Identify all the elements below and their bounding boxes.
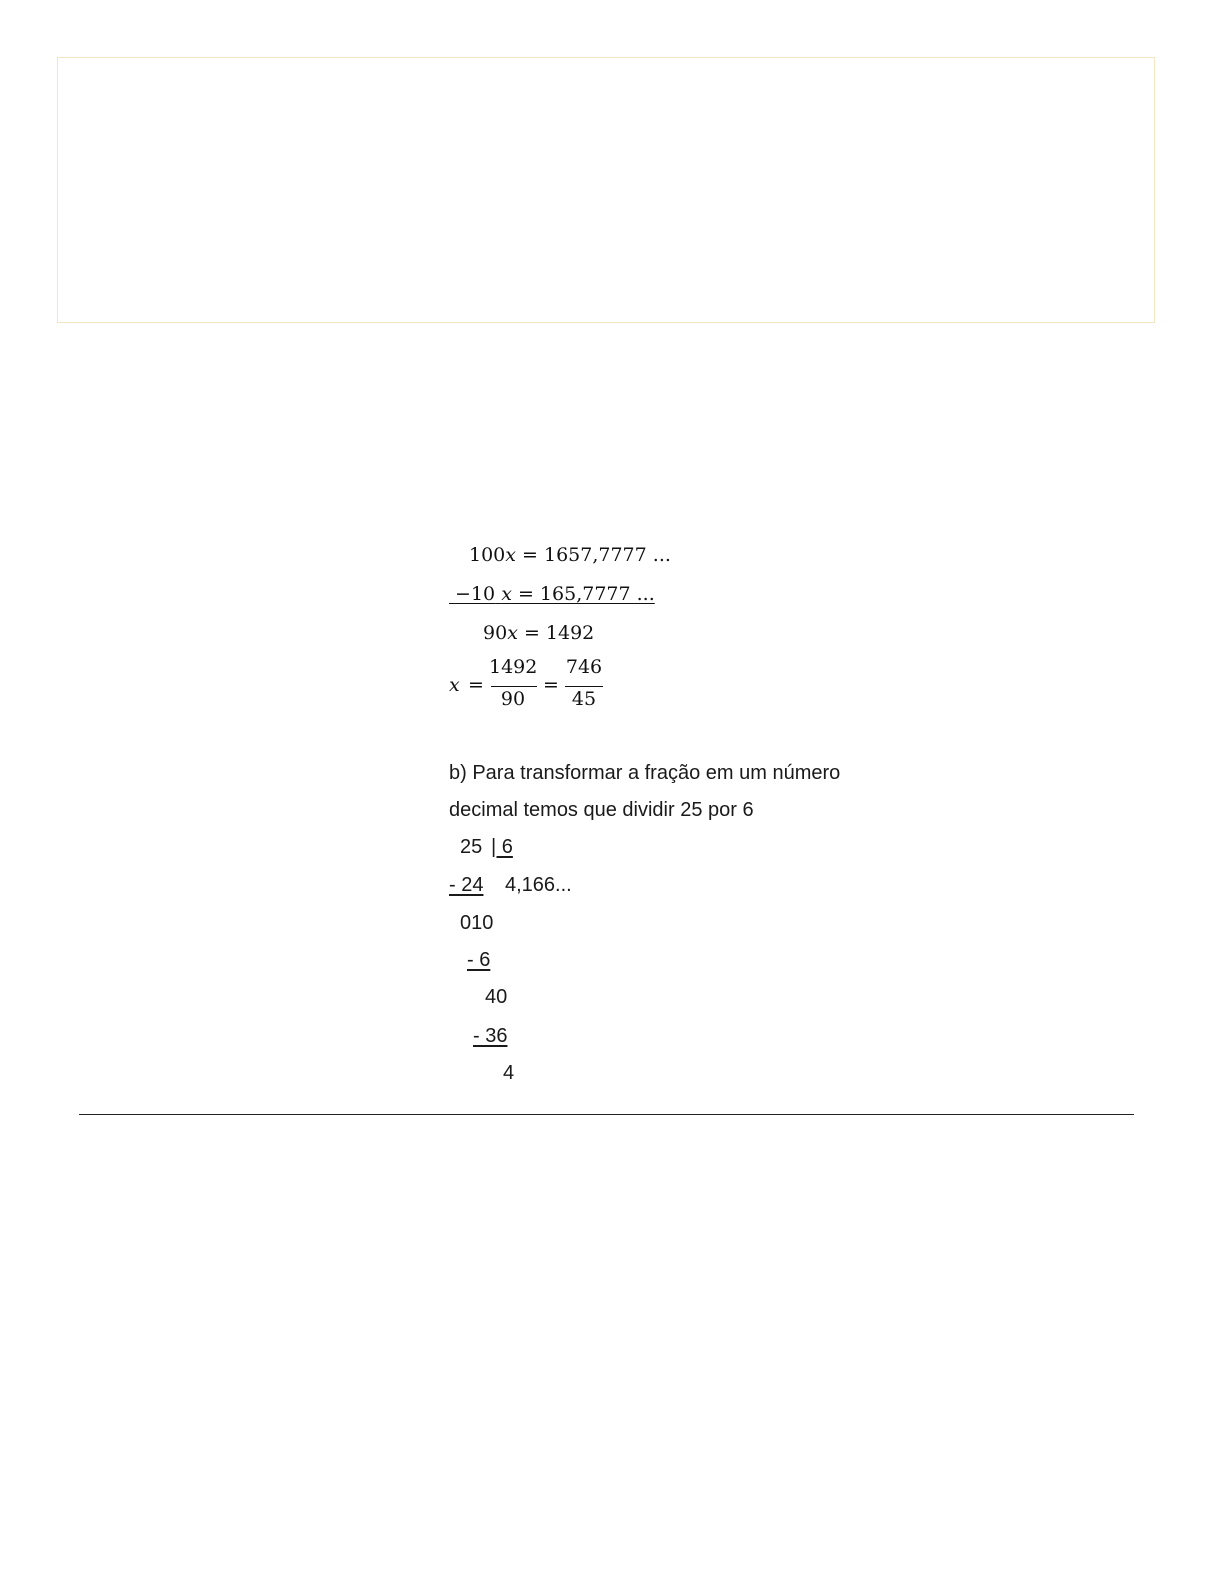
variable: x — [507, 622, 518, 644]
coef: 90 — [483, 622, 508, 644]
variable: x — [501, 583, 512, 605]
horizontal-rule — [79, 1114, 1134, 1115]
rhs: = 1657,7777 ... — [522, 544, 671, 566]
equation-line-2 — [449, 583, 655, 605]
fraction-2-numerator: 746 — [565, 656, 603, 678]
variable: x — [449, 674, 460, 696]
division-remainder-3: 4 — [503, 1062, 515, 1084]
coef: 100 — [469, 544, 506, 566]
fraction-1-bar — [491, 686, 537, 687]
division-dividend: 25 — [460, 836, 483, 858]
division-divisor: | 6 — [491, 836, 513, 858]
fraction-1-denominator: 90 — [500, 688, 526, 710]
fraction-1-numerator: 1492 — [489, 656, 538, 678]
fraction-2-denominator: 45 — [571, 688, 597, 710]
division-quotient: 4,166... — [505, 874, 572, 896]
equals-sign-2: = — [543, 674, 559, 696]
equals-sign: = — [468, 674, 484, 696]
header-box — [57, 57, 1155, 323]
division-remainder-2: 40 — [485, 986, 508, 1008]
equation-line-1 — [469, 544, 671, 566]
fraction-2-bar — [565, 686, 603, 687]
division-subtraction-1: - 24 — [449, 874, 484, 896]
rhs: = 165,7777 ... — [517, 583, 655, 605]
part-b-line-1: b) Para transformar a fração em um número — [449, 762, 841, 784]
part-b-line-2: decimal temos que dividir 25 por 6 — [449, 799, 754, 821]
division-subtraction-3: - 36 — [473, 1025, 508, 1047]
rhs: = 1492 — [523, 622, 595, 644]
coef: −10 — [455, 583, 496, 605]
division-remainder-1: 010 — [460, 912, 494, 934]
equation-line-3 — [483, 622, 594, 644]
division-subtraction-2: - 6 — [467, 949, 491, 971]
variable: x — [505, 544, 516, 566]
equation-line-4 — [449, 656, 619, 716]
